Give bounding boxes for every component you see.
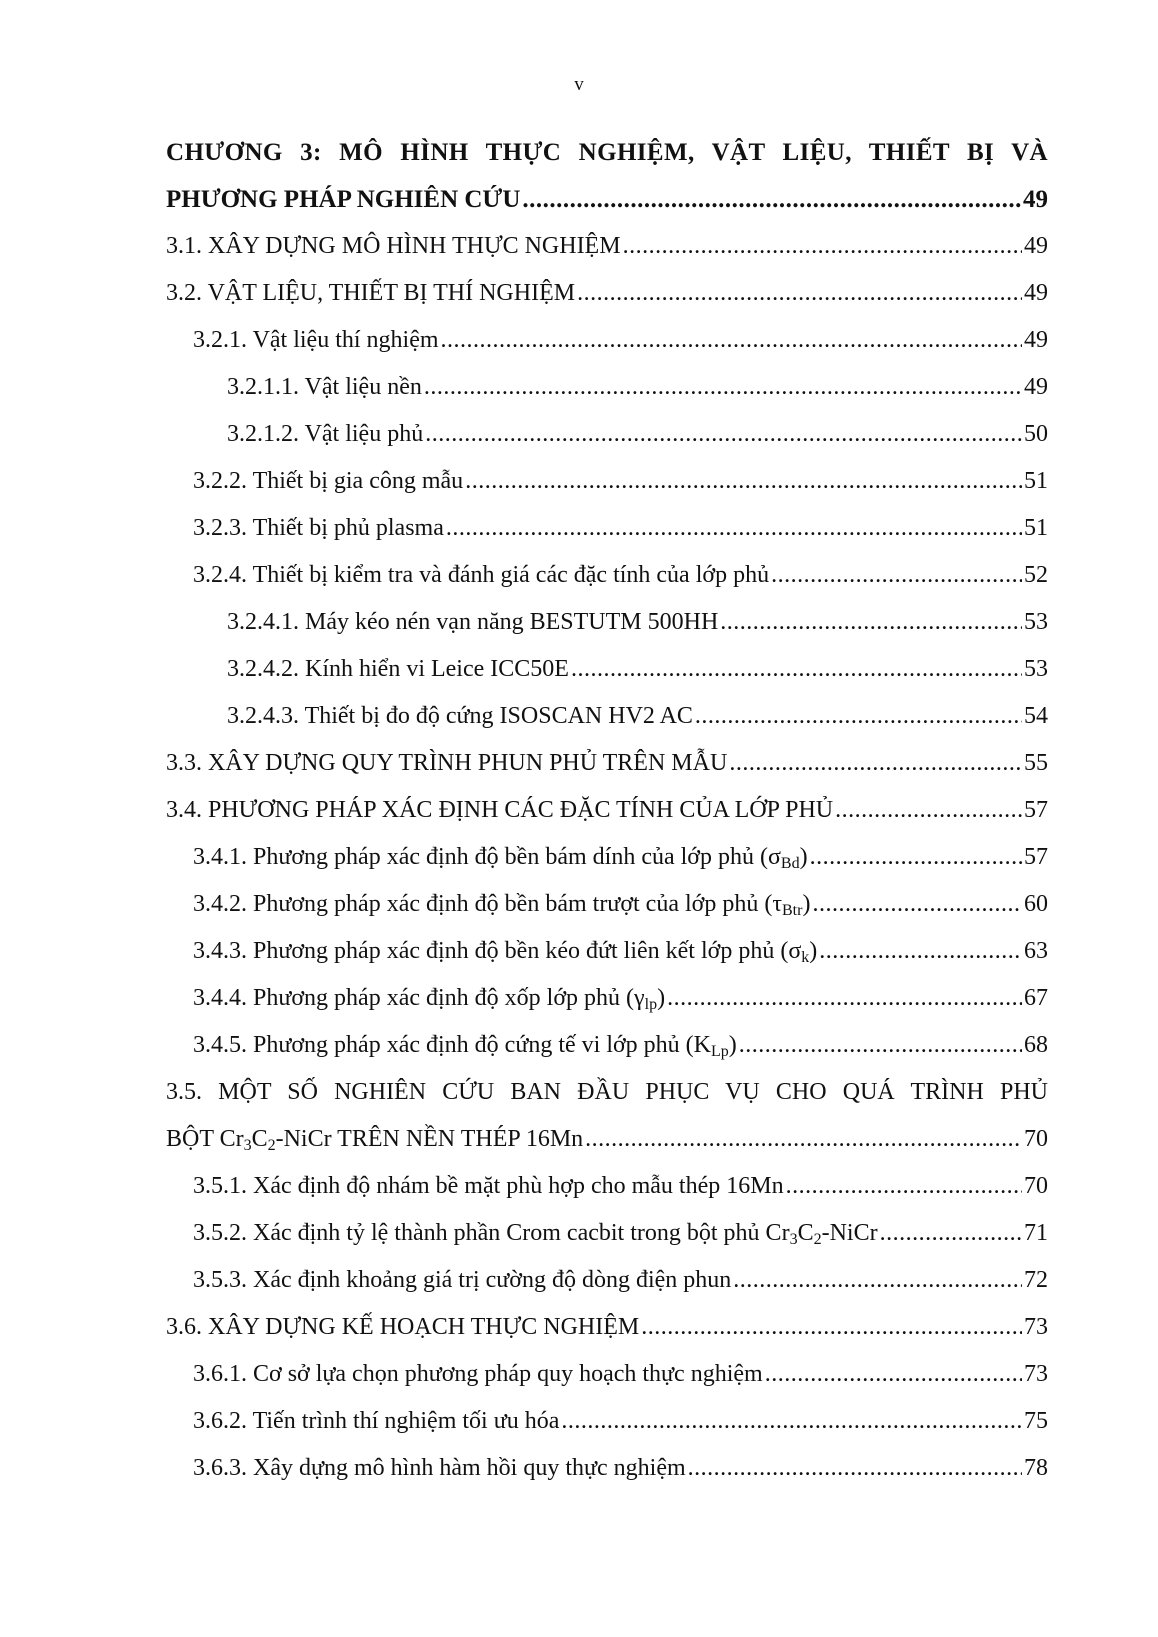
- table-of-contents: [166, 130, 1048, 1492]
- toc-page-number: 72: [1024, 1267, 1048, 1293]
- toc-label: 3.5.1. Xác định độ nhám bề mặt phù hợp cho mẫu thép 16Mn: [193, 1173, 784, 1199]
- dot-leader: [739, 1022, 1022, 1069]
- toc-label: 3.2.2. Thiết bị gia công mẫu: [193, 468, 464, 494]
- dot-leader: [695, 693, 1022, 740]
- toc-page-number: 63: [1024, 938, 1048, 964]
- toc-entry-3-6[interactable]: [166, 1304, 1048, 1351]
- toc-entry-3-4-2[interactable]: [166, 881, 1048, 928]
- dot-leader: [688, 1445, 1022, 1492]
- toc-entry-3-2-4[interactable]: [166, 552, 1048, 599]
- subscript: 3: [243, 1137, 252, 1154]
- toc-label: 3.3. XÂY DỰNG QUY TRÌNH PHUN PHỦ TRÊN MẪU: [166, 750, 728, 776]
- toc-page-number: 57: [1024, 844, 1048, 870]
- toc-entry-3-1[interactable]: [166, 223, 1048, 270]
- toc-entry-3-5-2[interactable]: [166, 1210, 1048, 1257]
- dot-leader: [733, 1257, 1022, 1304]
- toc-page-number: 57: [1024, 797, 1048, 823]
- dot-leader: [446, 505, 1022, 552]
- toc-entry-3-5-1[interactable]: [166, 1163, 1048, 1210]
- dot-leader: [561, 1398, 1022, 1445]
- toc-label: 3.1. XÂY DỰNG MÔ HÌNH THỰC NGHIỆM: [166, 233, 621, 259]
- toc-entry-3-2-1-2[interactable]: [166, 411, 1048, 458]
- toc-entry-3-2-1-1[interactable]: [166, 364, 1048, 411]
- toc-page-number: 49: [1024, 233, 1048, 259]
- toc-label: 3.4.4. Phương pháp xác định độ xốp lớp phủ $(\gamma_{lp})$: [193, 985, 666, 1013]
- dot-leader: [623, 223, 1022, 270]
- dot-leader: [765, 1351, 1022, 1398]
- toc-label: 3.2.1.1. Vật liệu nền: [227, 374, 422, 400]
- toc-entry-3-6-2[interactable]: [166, 1398, 1048, 1445]
- toc-label: 3.2.4.3. Thiết bị đo độ cứng ISOSCAN HV2 AC: [227, 703, 693, 729]
- toc-label: 3.2.4.1. Máy kéo nén vạn năng BESTUTM 500HH: [227, 609, 719, 635]
- toc-entry-3-4[interactable]: [166, 787, 1048, 834]
- toc-entry-3-4-4[interactable]: [166, 975, 1048, 1022]
- toc-label: PHƯƠNG PHÁP NGHIÊN CỨU: [166, 186, 521, 213]
- toc-page-number: 49: [1024, 374, 1048, 400]
- dot-leader: [786, 1163, 1022, 1210]
- toc-page-number: 60: [1024, 891, 1048, 917]
- subscript: Lp: [711, 1043, 729, 1060]
- toc-page-number: 51: [1024, 515, 1048, 541]
- dot-leader: [729, 740, 1022, 787]
- toc-entry-3-2-1[interactable]: [166, 317, 1048, 364]
- dot-leader: [819, 928, 1022, 975]
- dot-leader: [641, 1304, 1022, 1351]
- subscript: k: [801, 949, 810, 966]
- toc-page-number: 53: [1024, 609, 1048, 635]
- toc-label: 3.5.2. Xác định tỷ lệ thành phần Crom cacbit trong bột phủ $Cr_3C_2$-NiCr: [193, 1220, 878, 1248]
- toc-label: 3.4.5. Phương pháp xác định độ cứng tế vi lớp phủ $(K_{Lp})$: [193, 1032, 737, 1060]
- toc-entry-3-2-4-3[interactable]: [166, 693, 1048, 740]
- dot-leader: [425, 411, 1022, 458]
- toc-entry-3-2-3[interactable]: [166, 505, 1048, 552]
- toc-page-number: 54: [1024, 703, 1048, 729]
- toc-label: 3.6. XÂY DỰNG KẾ HOẠCH THỰC NGHIỆM: [166, 1314, 640, 1340]
- subscript: 3: [789, 1231, 798, 1248]
- toc-label: 3.2.4.2. Kính hiển vi Leice ICC50E: [227, 656, 569, 682]
- toc-label: 3.6.2. Tiến trình thí nghiệm tối ưu hóa: [193, 1408, 560, 1434]
- toc-page-number: 71: [1024, 1220, 1048, 1246]
- subscript: 2: [267, 1137, 276, 1154]
- dot-leader: [465, 458, 1022, 505]
- toc-page-number: 67: [1024, 985, 1048, 1011]
- toc-label: 3.2.1. Vật liệu thí nghiệm: [193, 327, 439, 353]
- toc-page-number: 70: [1024, 1126, 1048, 1152]
- dot-leader: [720, 599, 1022, 646]
- toc-page-number: 73: [1024, 1361, 1048, 1387]
- toc-label: 3.4.2. Phương pháp xác định độ bền bám trượt của lớp phủ $(\tau_{Btr})$: [193, 891, 811, 919]
- toc-page-number: 73: [1024, 1314, 1048, 1340]
- toc-page-number: 51: [1024, 468, 1048, 494]
- toc-page-number: 49: [1024, 327, 1048, 353]
- dot-leader: [571, 646, 1022, 693]
- toc-entry-3-5-3[interactable]: [166, 1257, 1048, 1304]
- toc-entry-3-4-1[interactable]: [166, 834, 1048, 881]
- toc-entry-3-4-3[interactable]: [166, 928, 1048, 975]
- dot-leader: [667, 975, 1022, 1022]
- dot-leader: [522, 176, 1021, 223]
- dot-leader: [880, 1210, 1022, 1257]
- toc-entry-3-5-line1[interactable]: 3.5. MỘT SỐ NGHIÊN CỨU BAN ĐẦU PHỤC VỤ CHO QUÁ TRÌNH PHỦ: [166, 1079, 1048, 1105]
- toc-label: 3.5.3. Xác định khoảng giá trị cường độ dòng điện phun: [193, 1267, 732, 1293]
- toc-label: 3.6.3. Xây dựng mô hình hàm hồi quy thực nghiệm: [193, 1455, 686, 1481]
- page-number: v: [574, 74, 584, 95]
- toc-entry-3-2-2[interactable]: [166, 458, 1048, 505]
- dot-leader: [835, 787, 1022, 834]
- toc-entry-3-2[interactable]: [166, 270, 1048, 317]
- toc-label: 3.4. PHƯƠNG PHÁP XÁC ĐỊNH CÁC ĐẶC TÍNH CỦA LỚP PHỦ: [166, 797, 834, 823]
- subscript: lp: [644, 996, 658, 1013]
- dot-leader: [577, 270, 1022, 317]
- toc-page-number: 50: [1024, 421, 1048, 447]
- chapter-title-line2[interactable]: [166, 176, 1048, 223]
- toc-page-number: 55: [1024, 750, 1048, 776]
- chapter-title-line1[interactable]: CHƯƠNG 3: MÔ HÌNH THỰC NGHIỆM, VẬT LIỆU, THIẾT BỊ VÀ: [166, 139, 1048, 166]
- toc-entry-3-3[interactable]: [166, 740, 1048, 787]
- toc-entry-3-6-3[interactable]: [166, 1445, 1048, 1492]
- toc-label: 3.2.1.2. Vật liệu phủ: [227, 421, 424, 447]
- toc-page-number: 53: [1024, 656, 1048, 682]
- dot-leader: [424, 364, 1022, 411]
- toc-entry-3-2-4-2[interactable]: [166, 646, 1048, 693]
- toc-label: 3.2. VẬT LIỆU, THIẾT BỊ THÍ NGHIỆM: [166, 280, 576, 306]
- toc-label: 3.2.4. Thiết bị kiểm tra và đánh giá các đặc tính của lớp phủ: [193, 562, 770, 588]
- toc-page-number: 75: [1024, 1408, 1048, 1434]
- toc-page-number: 68: [1024, 1032, 1048, 1058]
- dot-leader: [810, 834, 1022, 881]
- toc-entry-3-6-1[interactable]: [166, 1351, 1048, 1398]
- toc-label: BỘT $Cr_3C_2$-NiCr TRÊN NỀN THÉP 16Mn: [166, 1126, 584, 1154]
- subscript: Btr: [781, 902, 803, 919]
- toc-page-number: 70: [1024, 1173, 1048, 1199]
- subscript: 2: [813, 1231, 822, 1248]
- toc-entry-3-2-4-1[interactable]: [166, 599, 1048, 646]
- toc-page-number: 49: [1024, 280, 1048, 306]
- toc-label: 3.4.1. Phương pháp xác định độ bền bám dính của lớp phủ $(\sigma_{Bd})$: [193, 844, 808, 872]
- toc-label: 3.6.1. Cơ sở lựa chọn phương pháp quy hoạch thực nghiệm: [193, 1361, 763, 1387]
- dot-leader: [771, 552, 1022, 599]
- toc-entry-3-5-line2[interactable]: [166, 1116, 1048, 1163]
- toc-page-number: 78: [1024, 1455, 1048, 1481]
- toc-entry-3-4-5[interactable]: [166, 1022, 1048, 1069]
- dot-leader: [585, 1116, 1022, 1163]
- dot-leader: [441, 317, 1022, 364]
- toc-label: 3.2.3. Thiết bị phủ plasma: [193, 515, 444, 541]
- dot-leader: [812, 881, 1022, 928]
- toc-label: 3.4.3. Phương pháp xác định độ bền kéo đứt liên kết lớp phủ $(\sigma_k)$: [193, 938, 818, 966]
- toc-page-number: 49: [1023, 186, 1048, 213]
- subscript: Bd: [780, 855, 800, 872]
- toc-page-number: 52: [1024, 562, 1048, 588]
